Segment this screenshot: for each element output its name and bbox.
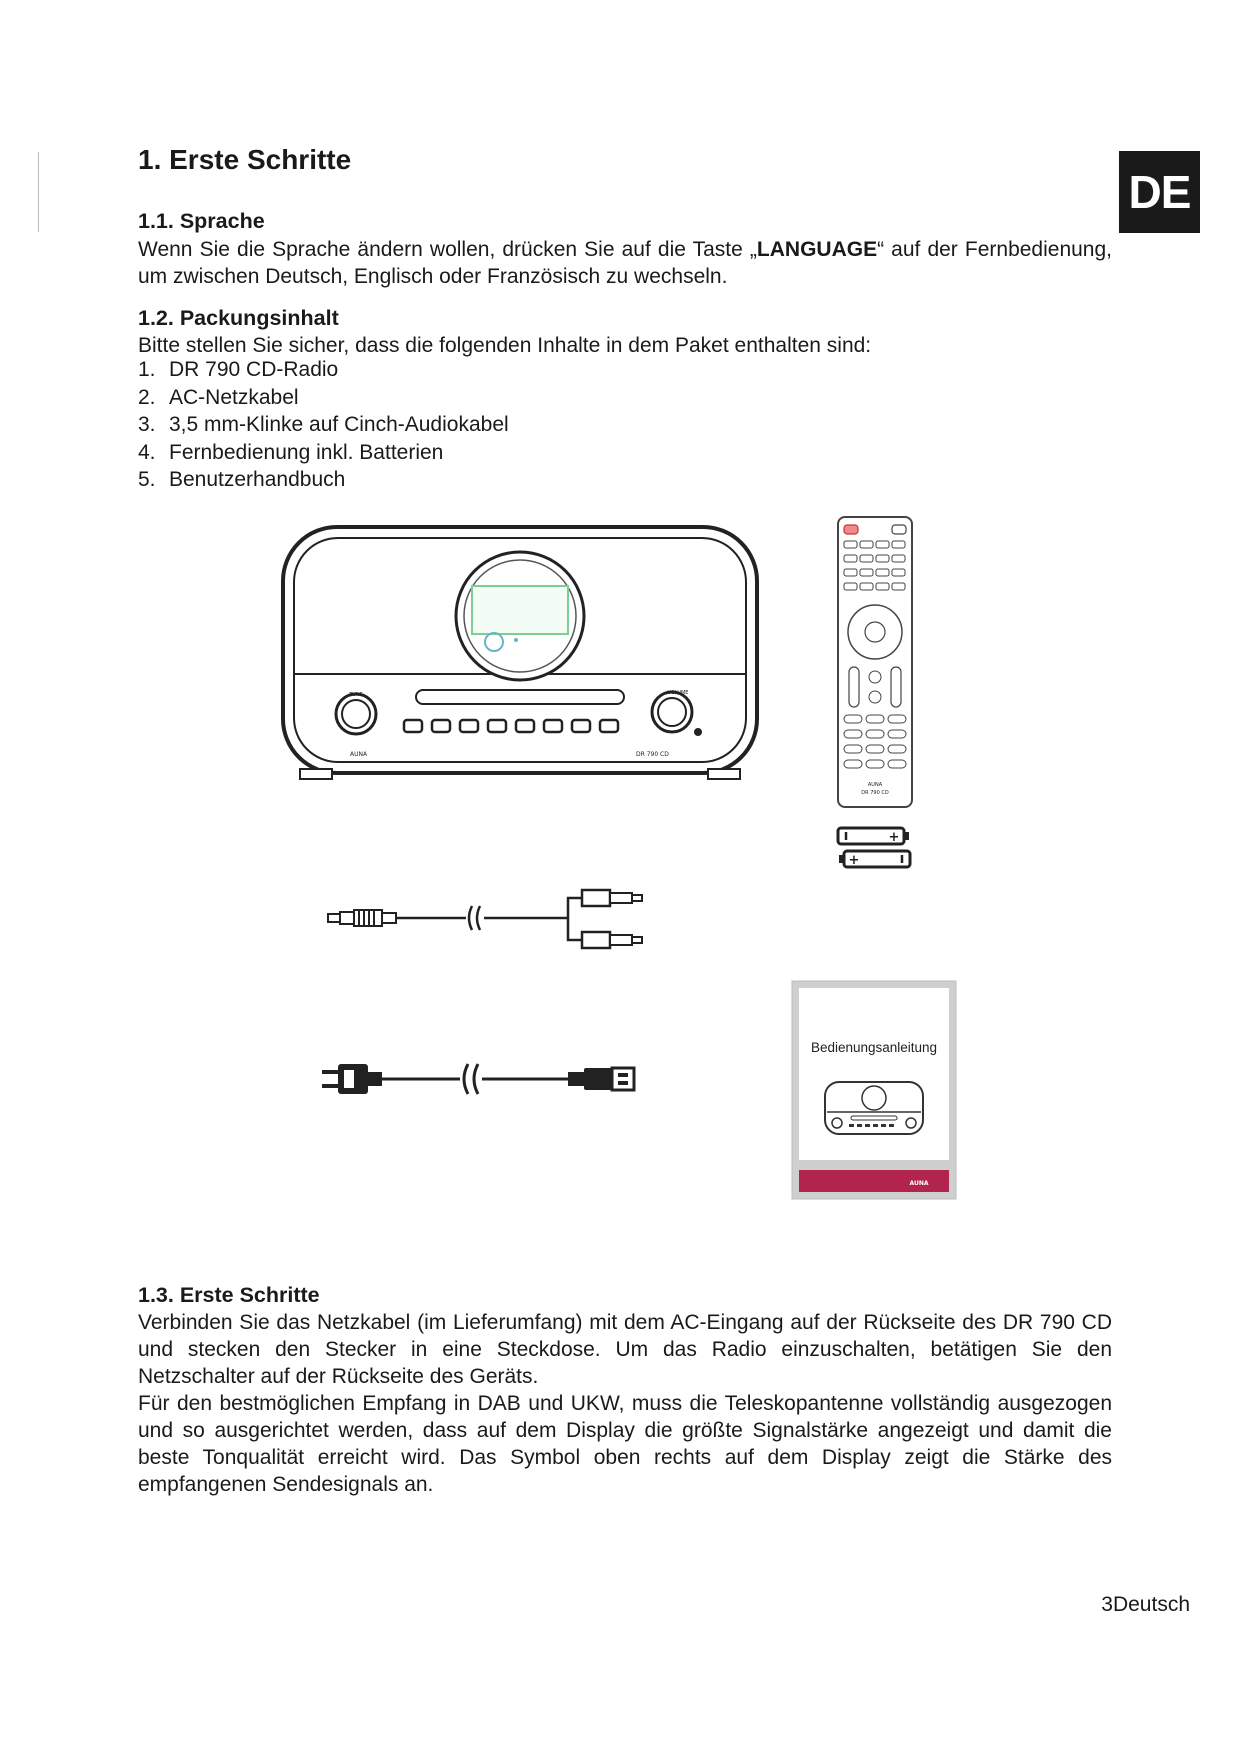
subsection-title-erste-schritte: 1.3. Erste Schritte bbox=[138, 1283, 320, 1307]
radio-model-label: DR 790 CD bbox=[636, 751, 669, 758]
margin-rule bbox=[38, 152, 39, 232]
cd-radio-illustration bbox=[280, 524, 760, 784]
manual-brand-label: AUNA bbox=[909, 1180, 929, 1187]
svg-text:+: + bbox=[888, 830, 900, 845]
remote-control-illustration bbox=[836, 515, 916, 811]
page-footer: 3Deutsch bbox=[1101, 1593, 1190, 1616]
remote-model-label: DR 790 CD bbox=[861, 790, 889, 796]
list-item: 3. 3,5 mm-Klinke auf Cinch-Audiokabel bbox=[138, 413, 509, 436]
svg-text:+: + bbox=[848, 853, 860, 868]
list-item: 2. AC-Netzkabel bbox=[138, 385, 299, 409]
erste-schritte-paragraph-1: Verbinden Sie das Netzkabel (im Lieferumfang) mit dem AC-Eingang auf der Rückseite des DR 790 CD und stecken den Stecker in eine Steckdose. Um das Radio einzuschalten, betätigen Sie den Netzschalter auf der Rückseite des Geräts. bbox=[138, 1311, 1112, 1388]
list-item: 4. Fernbedienung inkl. Batterien bbox=[138, 440, 444, 464]
section-title: 1. Erste Schritte bbox=[138, 144, 352, 175]
language-tab: DE bbox=[1119, 151, 1200, 233]
packungsinhalt-intro: Bitte stellen Sie sicher, dass die folgenden Inhalte in dem Paket enthalten sind: bbox=[138, 334, 872, 357]
tune-knob-label: TUNE bbox=[349, 692, 363, 698]
radio-brand-label: AUNA bbox=[350, 751, 368, 758]
list-item: 5. Benutzerhandbuch bbox=[138, 468, 346, 491]
subsection-title-sprache: 1.1. Sprache bbox=[138, 209, 265, 233]
user-manual-illustration bbox=[791, 980, 957, 1200]
batteries-illustration bbox=[834, 824, 916, 872]
package-contents-list bbox=[138, 356, 509, 494]
audio-cable-illustration bbox=[326, 884, 646, 956]
manual-title: Bedienungsanleitung bbox=[810, 1040, 938, 1055]
language-key-label: LANGUAGE bbox=[756, 238, 878, 261]
sprache-paragraph: Wenn Sie die Sprache ändern wollen, drücken Sie auf die Taste „LANGUAGE“ auf der Fernbedienung, um zwischen Deutsch, Englisch oder Französisch zu wechseln. bbox=[138, 238, 1112, 288]
power-cable-illustration bbox=[320, 1058, 638, 1100]
erste-schritte-paragraph-2: Für den bestmöglichen Empfang in DAB und UKW, muss die Teleskopantenne vollständig ausgezogen und so ausgerichtet werden, dass auf dem Display die größte Signalstärke angezeigt und damit die beste Tonqualität erreicht wird. Das Symbol oben rechts auf dem Display zeigt die Stärke des empfangenen Sendesignals an. bbox=[138, 1392, 1112, 1496]
volume-knob-label: VOLUME bbox=[667, 690, 689, 696]
subsection-title-packungsinhalt: 1.2. Packungsinhalt bbox=[138, 306, 339, 330]
list-item: 1. DR 790 CD-Radio bbox=[138, 358, 339, 381]
remote-brand-label: AUNA bbox=[867, 782, 883, 788]
